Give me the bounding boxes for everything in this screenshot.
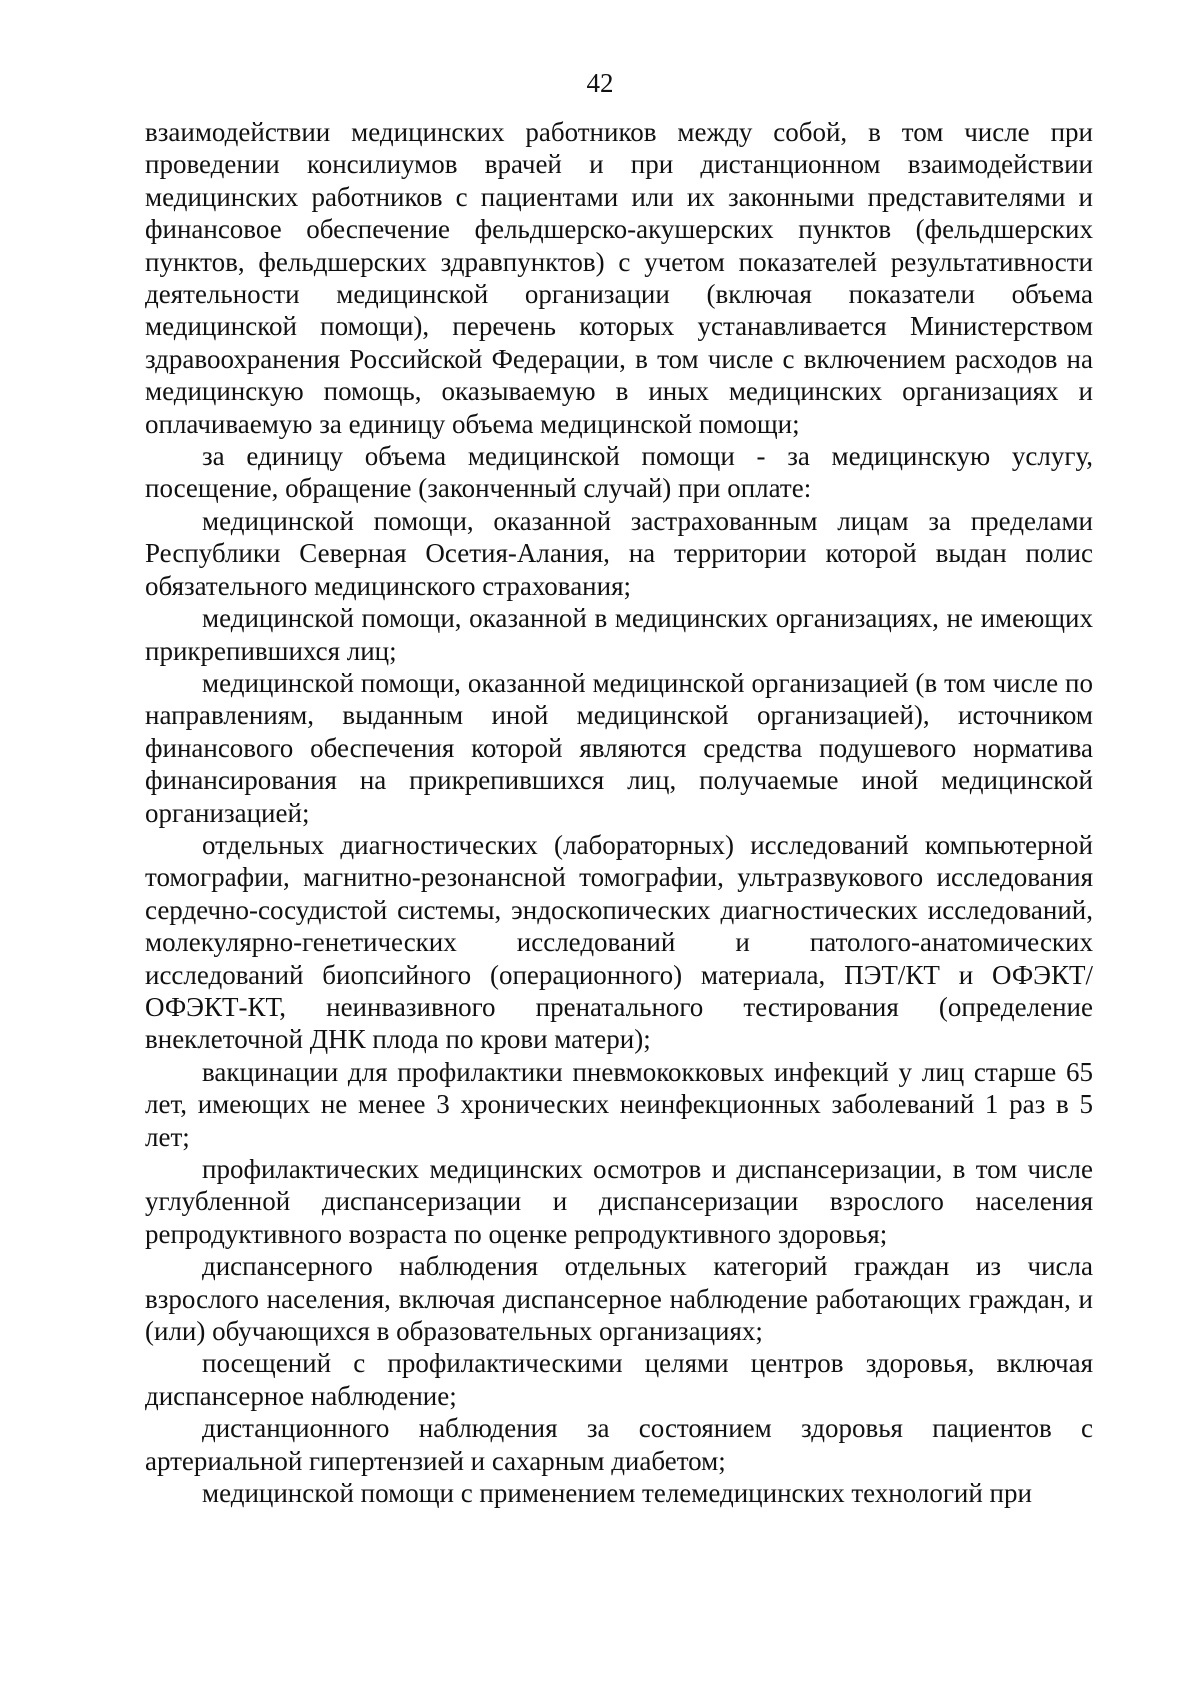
paragraph: медицинской помощи, оказанной застрахованным лицам за пределами Республики Северная Осетия-Алания, на территории которой выдан полис обязательного медицинского страхования; (145, 505, 1093, 601)
paragraph: посещений с профилактическими целями центров здоровья, включая диспансерное наблюдение; (145, 1348, 1093, 1411)
paragraph: медицинской помощи, оказанной в медицинских организациях, не имеющих прикрепившихся лиц; (145, 603, 1093, 666)
paragraph: отдельных диагностических (лабораторных) исследований компьютерной томографии, магнитно-резонансной томографии, ультразвукового исследования сердечно-сосудистой системы, эндоскопических диагностических исследований, молекулярно-генетических исследований и патолого-анатомических исследований биопсийного (операционного) материала, ПЭТ/КТ и ОФЭКТ/ОФЭКТ-КТ, неинвазивного пренатального тестирования (определение внеклеточной ДНК плода по крови матери); (145, 829, 1093, 1055)
paragraph: дистанционного наблюдения за состоянием здоровья пациентов с артериальной гипертензией и сахарным диабетом; (145, 1413, 1093, 1476)
paragraph: за единицу объема медицинской помощи - за медицинскую услугу, посещение, обращение (законченный случай) при оплате: (145, 441, 1093, 504)
paragraph: взаимодействии медицинских работников между собой, в том числе при проведении консилиумов врачей и при дистанционном взаимодействии медицинских работников с пациентами или их законными представителями и финансовое обеспечение фельдшерско-акушерских пунктов (фельдшерских пунктов, фельдшерских здравпунктов) с учетом показателей результативности деятельности медицинской организации (включая показатели объема медицинской помощи), перечень которых устанавливается Министерством здравоохранения Российской Федерации, в том числе с включением расходов на медицинскую помощь, оказываемую в иных медицинских организациях и оплачиваемую за единицу объема медицинской помощи; (145, 117, 1093, 439)
paragraph: медицинской помощи с применением телемедицинских технологий при (202, 1478, 1032, 1509)
paragraph: вакцинации для профилактики пневмококковых инфекций у лиц старше 65 лет, имеющих не менее 3 хронических неинфекционных заболеваний 1 раз в 5 лет; (145, 1056, 1093, 1152)
page-number: 42 (586, 68, 614, 98)
paragraph: профилактических медицинских осмотров и диспансеризации, в том числе углубленной диспансеризации и диспансеризации взрослого населения репродуктивного возраста по оценке репродуктивного здоровья; (145, 1154, 1093, 1249)
paragraph: диспансерного наблюдения отдельных категорий граждан из числа взрослого населения, включая диспансерное наблюдение работающих граждан, и (или) обучающихся в образовательных организациях; (145, 1251, 1093, 1347)
document-body (145, 116, 1093, 1509)
paragraph: медицинской помощи, оказанной медицинской организацией (в том числе по направлениям, выданным иной медицинской организацией), источником финансового обеспечения которой являются средства подушевого норматива финансирования на прикрепившихся лиц, получаемые иной медицинской организацией; (145, 667, 1093, 828)
